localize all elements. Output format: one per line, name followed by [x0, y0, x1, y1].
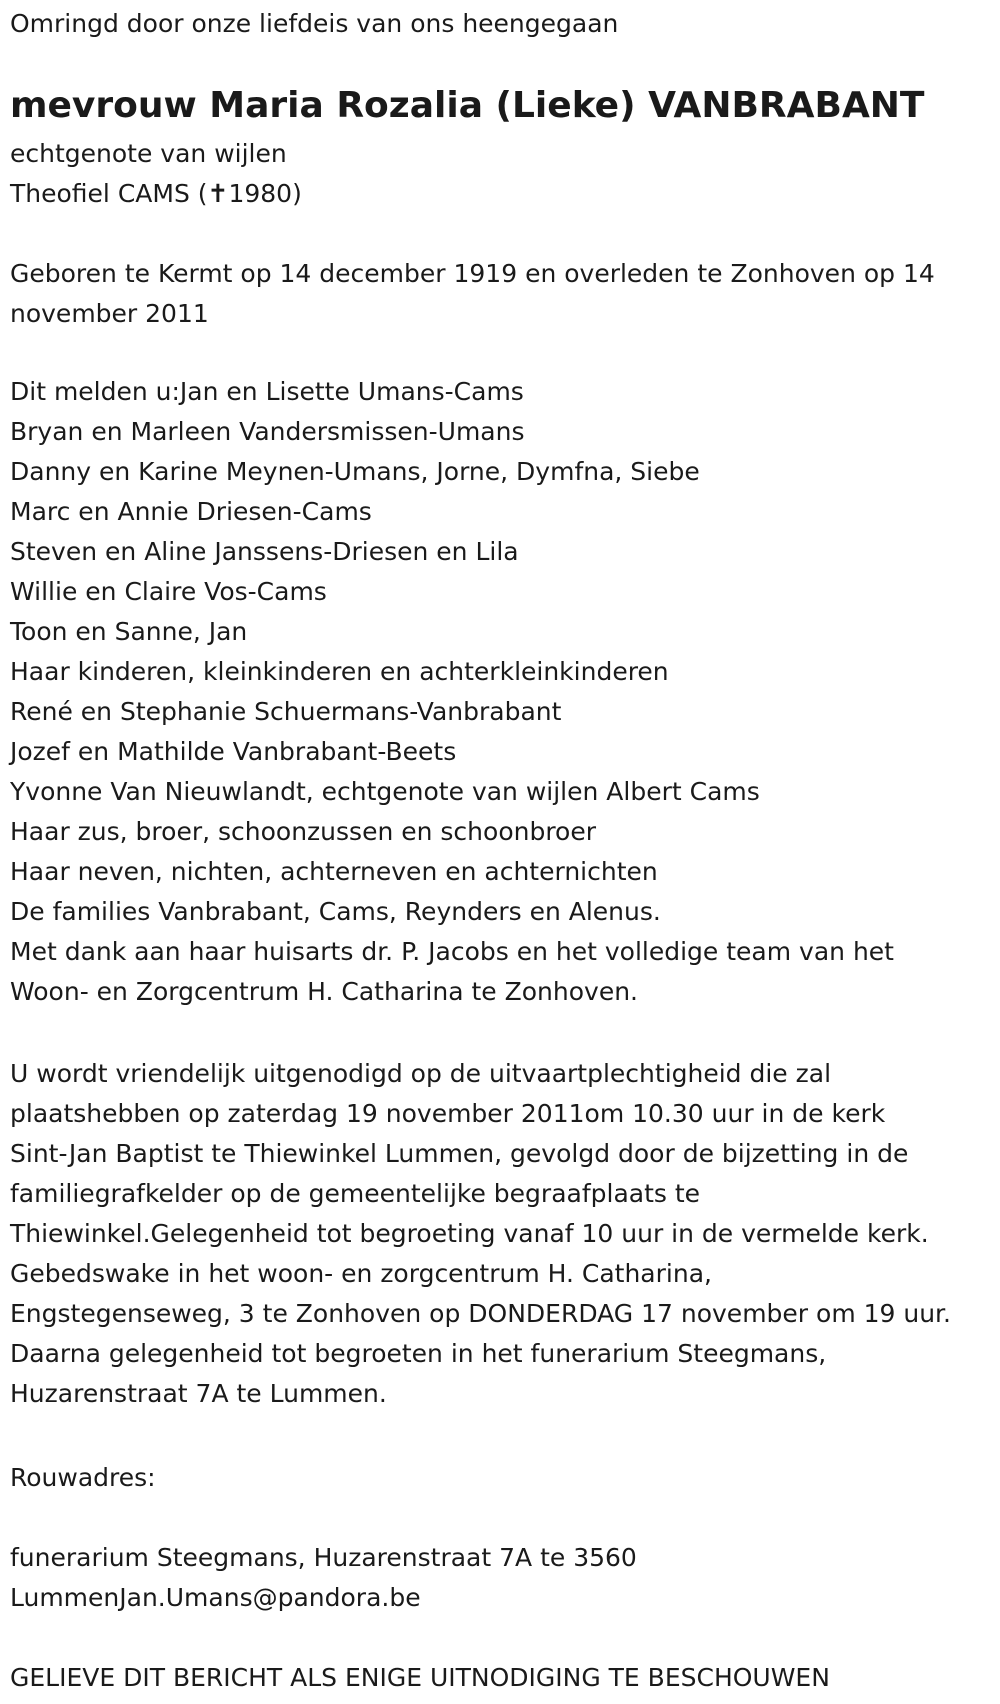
funeral-details — [10, 1054, 951, 1414]
announcer-line: Steven en Aline Janssens-Driesen en Lila — [10, 537, 519, 566]
birth-death-line: november 2011 — [10, 299, 209, 328]
announcer-line: Haar kinderen, kleinkinderen en achterkleinkinderen — [10, 657, 669, 686]
announcer-line: Willie en Claire Vos-Cams — [10, 577, 327, 606]
announcer-line: Yvonne Van Nieuwlandt, echtgenote van wijlen Albert Cams — [10, 777, 760, 806]
spouse-line: echtgenote van wijlen — [10, 139, 287, 168]
funeral-line: plaatshebben op zaterdag 19 november 2011om 10.30 uur in de kerk — [10, 1099, 886, 1128]
funeral-line: Gebedswake in het woon- en zorgcentrum H. Catharina, — [10, 1259, 712, 1288]
spouse-line: Theofiel CAMS (✝1980) — [10, 179, 302, 208]
birth-death-line: Geboren te Kermt op 14 december 1919 en overleden te Zonhoven op 14 — [10, 259, 935, 288]
announcer-line: Marc en Annie Driesen-Cams — [10, 497, 372, 526]
spouse-block — [10, 134, 302, 214]
birth-death-block — [10, 254, 935, 334]
announcer-line: Dit melden u:Jan en Lisette Umans-Cams — [10, 377, 524, 406]
funeral-line: Engstegenseweg, 3 te Zonhoven op DONDERDAG 17 november om 19 uur. — [10, 1299, 951, 1328]
intro-text: Omringd door onze liefdeis van ons heengegaan — [10, 9, 619, 38]
announcer-line: Haar zus, broer, schoonzussen en schoonbroer — [10, 817, 597, 846]
announcer-line: Woon- en Zorgcentrum H. Catharina te Zonhoven. — [10, 977, 638, 1006]
announcer-line: Jozef en Mathilde Vanbrabant-Beets — [10, 737, 457, 766]
funeral-line: Huzarenstraat 7A te Lummen. — [10, 1379, 387, 1408]
address-line: LummenJan.Umans@pandora.be — [10, 1583, 421, 1612]
announcers-list — [10, 372, 894, 1012]
funeral-line: Thiewinkel.Gelegenheid tot begroeting vanaf 10 uur in de vermelde kerk. — [10, 1219, 929, 1248]
announcer-line: René en Stephanie Schuermans-Vanbrabant — [10, 697, 562, 726]
address-block — [10, 1538, 637, 1618]
announcer-line: De families Vanbrabant, Cams, Reynders en Alenus. — [10, 897, 661, 926]
announcer-line: Bryan en Marleen Vandersmissen-Umans — [10, 417, 525, 446]
address-label-block — [10, 1458, 156, 1498]
funeral-line: Sint-Jan Baptist te Thiewinkel Lummen, gevolgd door de bijzetting in de — [10, 1139, 909, 1168]
funeral-line: U wordt vriendelijk uitgenodigd op de uitvaartplechtigheid die zal — [10, 1059, 832, 1088]
notice-block — [10, 1658, 830, 1698]
address-line: funerarium Steegmans, Huzarenstraat 7A te 3560 — [10, 1543, 637, 1572]
funeral-line: familiegrafkelder op de gemeentelijke begraafplaats te — [10, 1179, 701, 1208]
announcer-line: Toon en Sanne, Jan — [10, 617, 248, 646]
deceased-name: mevrouw Maria Rozalia (Lieke) VANBRABANT — [10, 85, 925, 126]
announcer-line: Danny en Karine Meynen-Umans, Jorne, Dymfna, Siebe — [10, 457, 700, 486]
announcer-line: Met dank aan haar huisarts dr. P. Jacobs en het volledige team van het — [10, 937, 894, 966]
funeral-line: Daarna gelegenheid tot begroeten in het funerarium Steegmans, — [10, 1339, 827, 1368]
announcer-line: Haar neven, nichten, achterneven en achternichten — [10, 857, 658, 886]
invitation-notice: GELIEVE DIT BERICHT ALS ENIGE UITNODIGING TE BESCHOUWEN — [10, 1663, 830, 1692]
address-label: Rouwadres: — [10, 1463, 156, 1492]
